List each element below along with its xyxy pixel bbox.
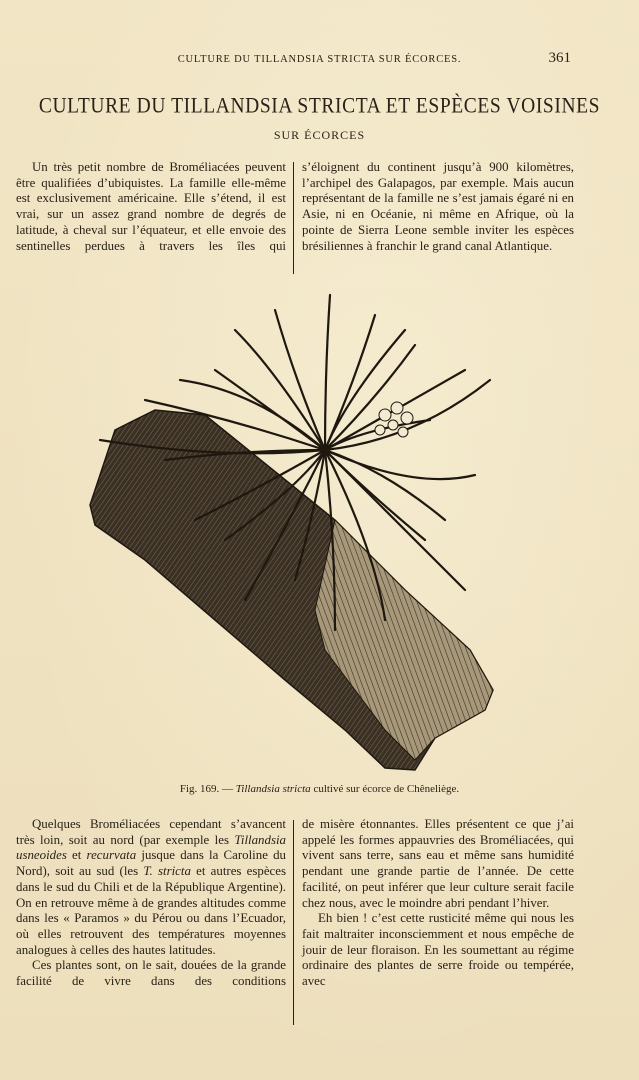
top-right-paragraph: s’éloignent du continent jusqu’à 900 kilomètres, l’archipel des Galapagos, par exemple. Mais aucun représentant de la famille ne s’est jamais égaré ni en Asie, ni en Océanie, ni même en Afrique, où la pointe de Sierra Leone semble inviter les espèces brésiliennes à franchir le grand canal Atlantique.: [302, 160, 574, 253]
caption-suffix: cultivé sur écorce de Chêneliège.: [310, 783, 460, 795]
italic-run: Tillandsia usneoides: [16, 832, 286, 863]
bottom-right-paragraph-1: de misère étonnantes. Elles présentent ce que j’ai appelé les formes appauvries des Broméliacées, qui vivent sans terre, sans eau et même sans humidité pendant une grande partie de l’année. De cette facilité, on peut inférer que leur culture serait facile chez nous, avec le moindre abri pendant l’hiver.: [302, 817, 574, 910]
caption-prefix: Fig. 169. —: [179, 783, 236, 795]
bottom-right-column: [302, 817, 574, 990]
figure-caption: [0, 783, 639, 795]
bottom-left-paragraph-1: [16, 817, 286, 958]
top-left-column: [16, 160, 286, 254]
article-title: CULTURE DU TILLANDSIA STRICTA ET ESPÈCES VOISINES: [38, 94, 601, 119]
article-subtitle: SUR ÉCORCES: [273, 128, 366, 142]
top-left-paragraph: Un très petit nombre de Broméliacées peuvent être qualifiées d’ubiquistes. La famille elle-même est exclusivement américaine. Elle s’étend, il est vrai, sur un assez grand nombre de degrés de latitude, à cheval sur l’équateur, et elle envoie des sentinelles perdues à travers les îles qui: [16, 160, 286, 253]
text-run: jusque dans la Caroline du Nord), soit au sud (les: [16, 848, 286, 879]
tillandsia-flowers: [375, 402, 413, 437]
column-rule-top: [293, 162, 294, 274]
italic-run: recurvata: [86, 848, 137, 863]
caption-species: Tillandsia stricta: [235, 783, 311, 795]
page-number: 361: [548, 50, 571, 66]
bottom-left-paragraph-2: Ces plantes sont, on le sait, douées de la grande facilité de vivre dans des conditions: [16, 958, 286, 989]
text-run: et autres espèces dans le sud du Chili et de la République Argentine). On en retrouve même à de grandes altitudes comme dans les « Paramos » du Pérou ou dans l’Ecuador, où elles retrouvent des températures moyennes analogues à celles des hautes latitudes.: [16, 864, 286, 957]
column-rule-bottom: [293, 820, 294, 1025]
italic-run: T. stricta: [143, 864, 191, 879]
tillandsia-on-cork-illustration: [85, 290, 505, 775]
text-run: Quelques Broméliacées cependant s’avancent très loin, soit au nord (par exemple les: [16, 817, 286, 847]
bottom-right-paragraph-2: Eh bien ! c’est cette rusticité même qui nous les fait maltraiter inconsciemment et nous empêche de jouir de leur floraison. En les soumettant au régime ordinaire des plantes de serre froide ou tempérée, avec: [302, 911, 574, 989]
text-run: et: [66, 848, 87, 863]
running-head: CULTURE DU TILLANDSIA STRICTA SUR ÉCORCES.: [177, 54, 462, 65]
bottom-left-column: [16, 817, 286, 990]
top-right-column: [302, 160, 574, 254]
